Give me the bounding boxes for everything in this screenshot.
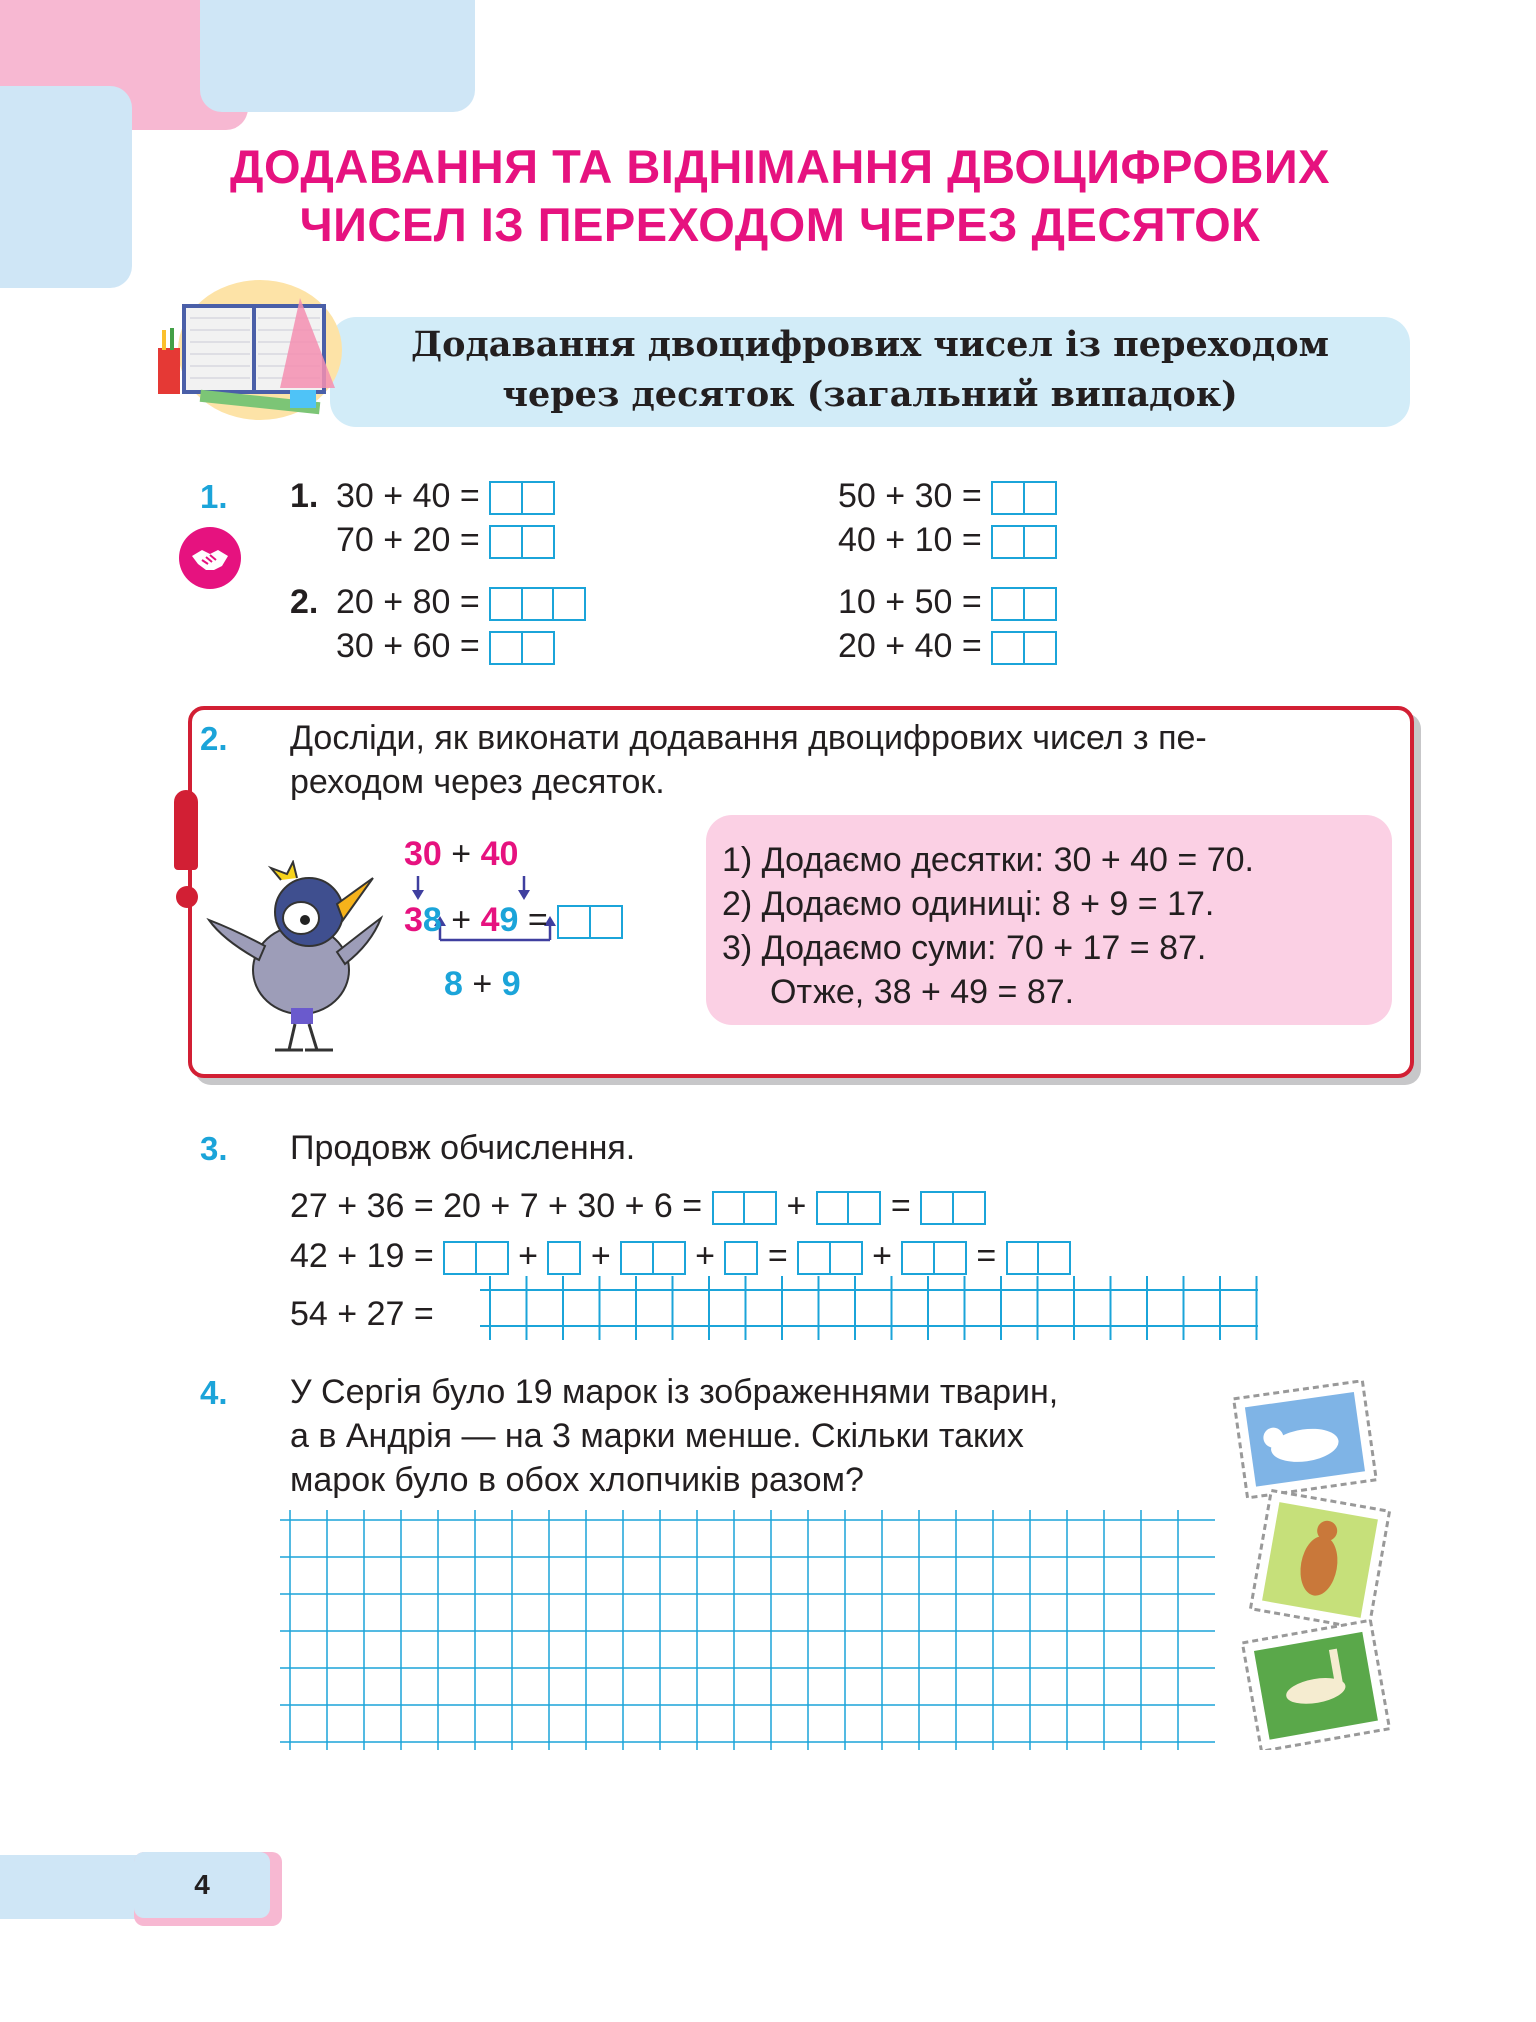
sub-label: 1. xyxy=(290,477,319,515)
answer-boxes[interactable] xyxy=(489,481,555,515)
equation-text: 70 + 20 = xyxy=(336,521,480,559)
step-line: Отже, 38 + 49 = 87. xyxy=(770,973,1075,1011)
equation xyxy=(336,580,586,624)
corner-decoration xyxy=(0,86,132,288)
tens-digit: 4 xyxy=(480,901,500,939)
equation xyxy=(336,518,555,562)
title-line: ЧИСЕЛ ІЗ ПЕРЕХОДОМ ЧЕРЕЗ ДЕСЯТОК xyxy=(299,198,1261,251)
stamps-illustration xyxy=(1230,1380,1410,1750)
equals-sign: = xyxy=(890,1187,911,1225)
tens-digit: 3 xyxy=(404,901,423,939)
answer-boxes[interactable] xyxy=(991,525,1057,559)
units-digit: 8 xyxy=(422,901,442,939)
page-title xyxy=(160,138,1400,254)
equation-text: 20 + 80 = xyxy=(336,583,480,621)
equation-text: 54 + 27 = xyxy=(290,1295,434,1333)
answer-boxes[interactable] xyxy=(901,1241,967,1275)
step-line: 2) Додаємо одиниці: 8 + 9 = 17. xyxy=(722,885,1215,923)
answer-boxes[interactable] xyxy=(712,1191,778,1225)
equation-text: 30 + 60 = xyxy=(336,627,480,665)
exercise-text: а в Андрія — на 3 марки менше. Скільки таких xyxy=(290,1417,1024,1455)
exercise-number: 2. xyxy=(200,720,228,757)
equation xyxy=(838,580,1057,624)
answer-boxes[interactable] xyxy=(489,587,586,621)
equals-sign: = xyxy=(976,1237,997,1275)
answer-boxes[interactable] xyxy=(991,631,1057,665)
handshake-icon xyxy=(178,526,242,590)
plus-sign: + xyxy=(872,1237,893,1275)
topic-line: Додавання двоцифрових чисел із переходом xyxy=(410,324,1329,365)
answer-boxes[interactable] xyxy=(991,481,1057,515)
equation xyxy=(290,1184,986,1228)
plus-sign: + xyxy=(451,901,472,939)
answer-boxes[interactable] xyxy=(443,1241,509,1275)
page-number: 4 xyxy=(134,1852,270,1918)
step-line: 1) Додаємо десятки: 30 + 40 = 70. xyxy=(722,841,1254,879)
tens-number: 30 xyxy=(404,835,442,873)
exercise-text: У Сергія було 19 марок із зображеннями тварин, xyxy=(290,1373,1059,1411)
topic-line: через десяток (загальний випадок) xyxy=(502,374,1238,415)
book-illustration xyxy=(150,278,350,428)
answer-boxes[interactable] xyxy=(557,905,623,939)
equation xyxy=(838,474,1057,518)
equals-sign: = xyxy=(767,1237,788,1275)
plus-sign: + xyxy=(590,1237,611,1275)
equation-text: 30 + 40 = xyxy=(336,477,480,515)
exercise-text: Досліди, як виконати додавання двоцифрових чисел з пе- xyxy=(290,719,1207,757)
equation xyxy=(336,474,555,518)
units-number: 9 xyxy=(501,965,521,1003)
answer-boxes[interactable] xyxy=(547,1241,581,1275)
answer-boxes[interactable] xyxy=(920,1191,986,1225)
tens-number: 40 xyxy=(480,835,519,873)
step-line: 3) Додаємо суми: 70 + 17 = 87. xyxy=(722,929,1207,967)
equation-text: 50 + 30 = xyxy=(838,477,982,515)
exercise-number: 3. xyxy=(200,1130,228,1167)
equation-text: 10 + 50 = xyxy=(838,583,982,621)
equation xyxy=(838,624,1057,668)
equation-text: 42 + 19 = xyxy=(290,1237,434,1275)
exercise-text: марок було в обох хлопчиків разом? xyxy=(290,1461,864,1499)
answer-boxes[interactable] xyxy=(620,1241,686,1275)
answer-boxes[interactable] xyxy=(489,631,555,665)
answer-boxes[interactable] xyxy=(724,1241,758,1275)
plus-sign: + xyxy=(518,1237,538,1275)
equation-text: 40 + 10 = xyxy=(838,521,982,559)
equation-text: 27 + 36 = 20 + 7 + 30 + 6 = xyxy=(290,1187,703,1225)
title-line: ДОДАВАННЯ ТА ВІДНІМАННЯ ДВОЦИФРОВИХ xyxy=(229,140,1331,193)
equation-text: 20 + 40 = xyxy=(838,627,982,665)
solution-grid[interactable] xyxy=(280,1510,1220,1750)
exclamation-icon xyxy=(176,886,198,908)
corner-decoration xyxy=(200,0,475,112)
plus-sign: + xyxy=(695,1237,715,1275)
units-number: 8 xyxy=(444,965,463,1003)
units-sum xyxy=(444,962,521,1006)
exercise-number: 1. xyxy=(200,478,228,515)
equation xyxy=(290,1234,1071,1278)
answer-boxes[interactable] xyxy=(816,1191,882,1225)
answer-grid[interactable] xyxy=(480,1276,1260,1340)
answer-boxes[interactable] xyxy=(797,1241,863,1275)
equation xyxy=(336,624,555,668)
exercise-text: реходом через десяток. xyxy=(290,763,665,801)
sub-label: 2. xyxy=(290,583,319,621)
plus-sign: + xyxy=(786,1187,807,1225)
exercise-text: Продовж обчислення. xyxy=(290,1129,636,1167)
answer-boxes[interactable] xyxy=(489,525,555,559)
tens-sum xyxy=(404,832,518,876)
answer-boxes[interactable] xyxy=(991,587,1057,621)
equation xyxy=(838,518,1057,562)
bird-illustration xyxy=(205,860,390,1060)
topic-heading xyxy=(340,320,1400,420)
plus-sign: + xyxy=(472,965,493,1003)
units-digit: 9 xyxy=(499,901,519,939)
plus-sign: + xyxy=(451,835,472,873)
exercise-number: 4. xyxy=(200,1374,228,1411)
addition-example xyxy=(404,898,623,942)
equals-sign: = xyxy=(527,901,548,939)
answer-boxes[interactable] xyxy=(1006,1241,1072,1275)
exclamation-icon xyxy=(174,790,198,870)
